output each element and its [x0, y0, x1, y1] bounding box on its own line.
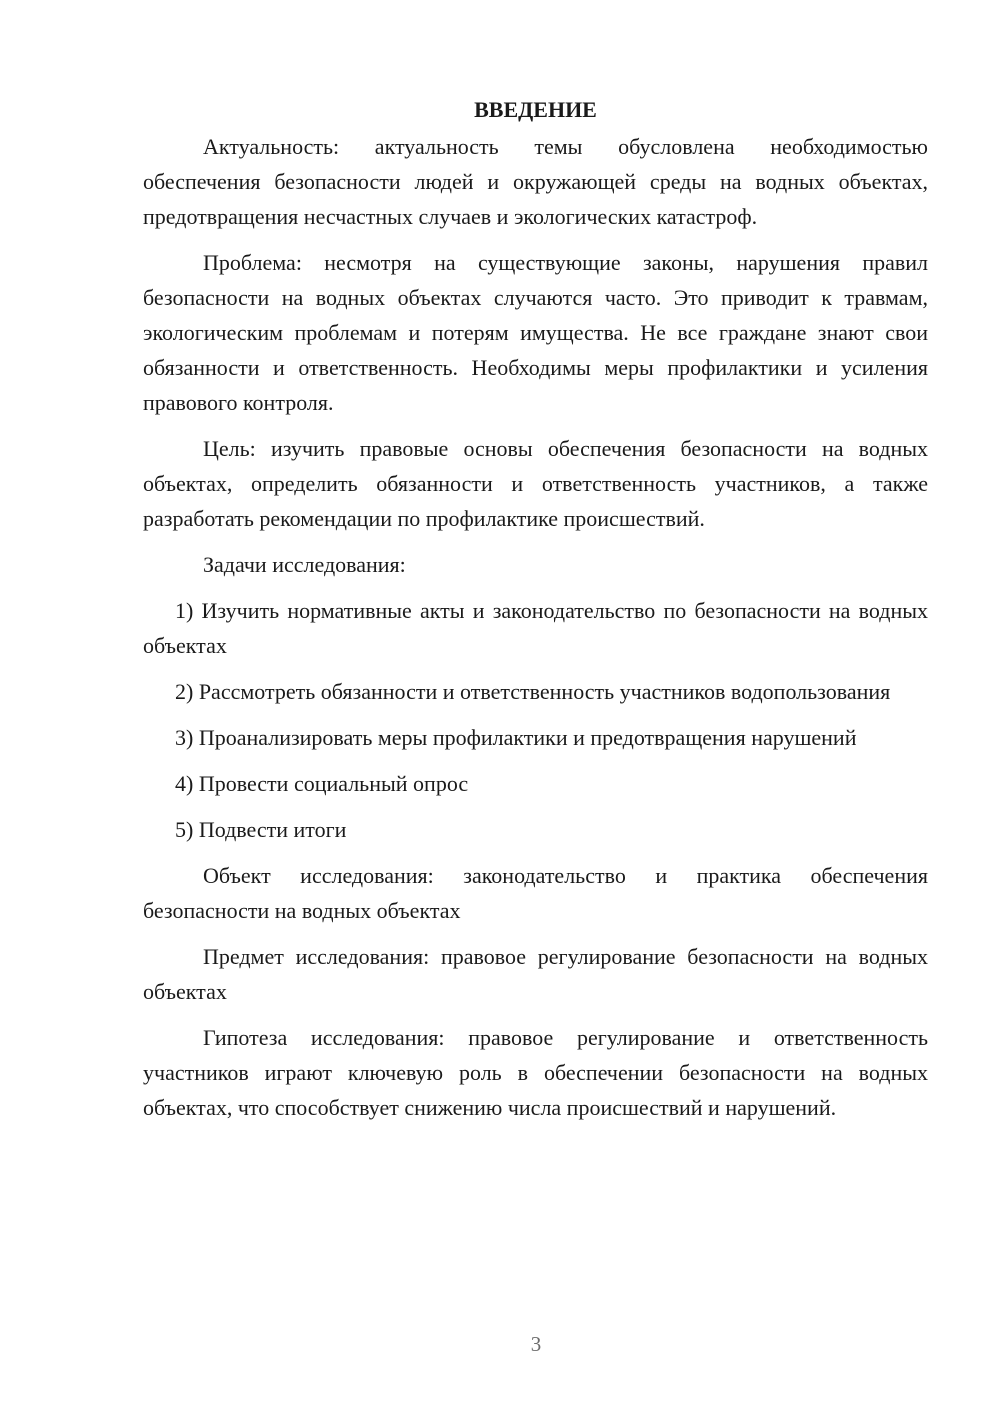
page-number: 3 [530, 1332, 542, 1356]
paragraph-problem: Проблема: несмотря на существующие законы, нарушения правил безопасности на водных объектах случаются часто. Это приводит к травмам, экологическим проблемам и потерям имущества. Не все граждане знают свои обязанности и ответственность. Необходимы меры профилактики и усиления правового контроля. [143, 250, 928, 415]
task-item-4: 4) Провести социальный опрос [175, 771, 469, 796]
section-title: ВВЕДЕНИЕ [474, 97, 597, 122]
paragraph-goal: Цель: изучить правовые основы обеспечения безопасности на водных объектах, определить обязанности и ответственность участников, а также разработать рекомендации по профилактике происшествий. [143, 436, 928, 531]
task-item-1: 1) Изучить нормативные акты и законодательство по безопасности на водных объектах [143, 598, 928, 658]
paragraph-subject: Предмет исследования: правовое регулирование безопасности на водных объектах [143, 944, 928, 1004]
paragraph-tasks-heading: Задачи исследования: [203, 552, 406, 577]
paragraph-hypothesis: Гипотеза исследования: правовое регулирование и ответственность участников играют ключевую роль в обеспечении безопасности на водных объектах, что способствует снижению числа происшествий и нарушений. [143, 1025, 928, 1120]
task-item-3: 3) Проанализировать меры профилактики и предотвращения нарушений [175, 725, 857, 750]
document-page [143, 92, 928, 1136]
paragraph-object: Объект исследования: законодательство и практика обеспечения безопасности на водных объектах [143, 863, 928, 923]
task-item-5: 5) Подвести итоги [175, 817, 347, 842]
paragraph-relevance: Актуальность: актуальность темы обусловлена необходимостью обеспечения безопасности людей и окружающей среды на водных объектах, предотвращения несчастных случаев и экологических катастроф. [143, 134, 928, 229]
task-item-2: 2) Рассмотреть обязанности и ответственность участников водопользования [175, 679, 891, 704]
